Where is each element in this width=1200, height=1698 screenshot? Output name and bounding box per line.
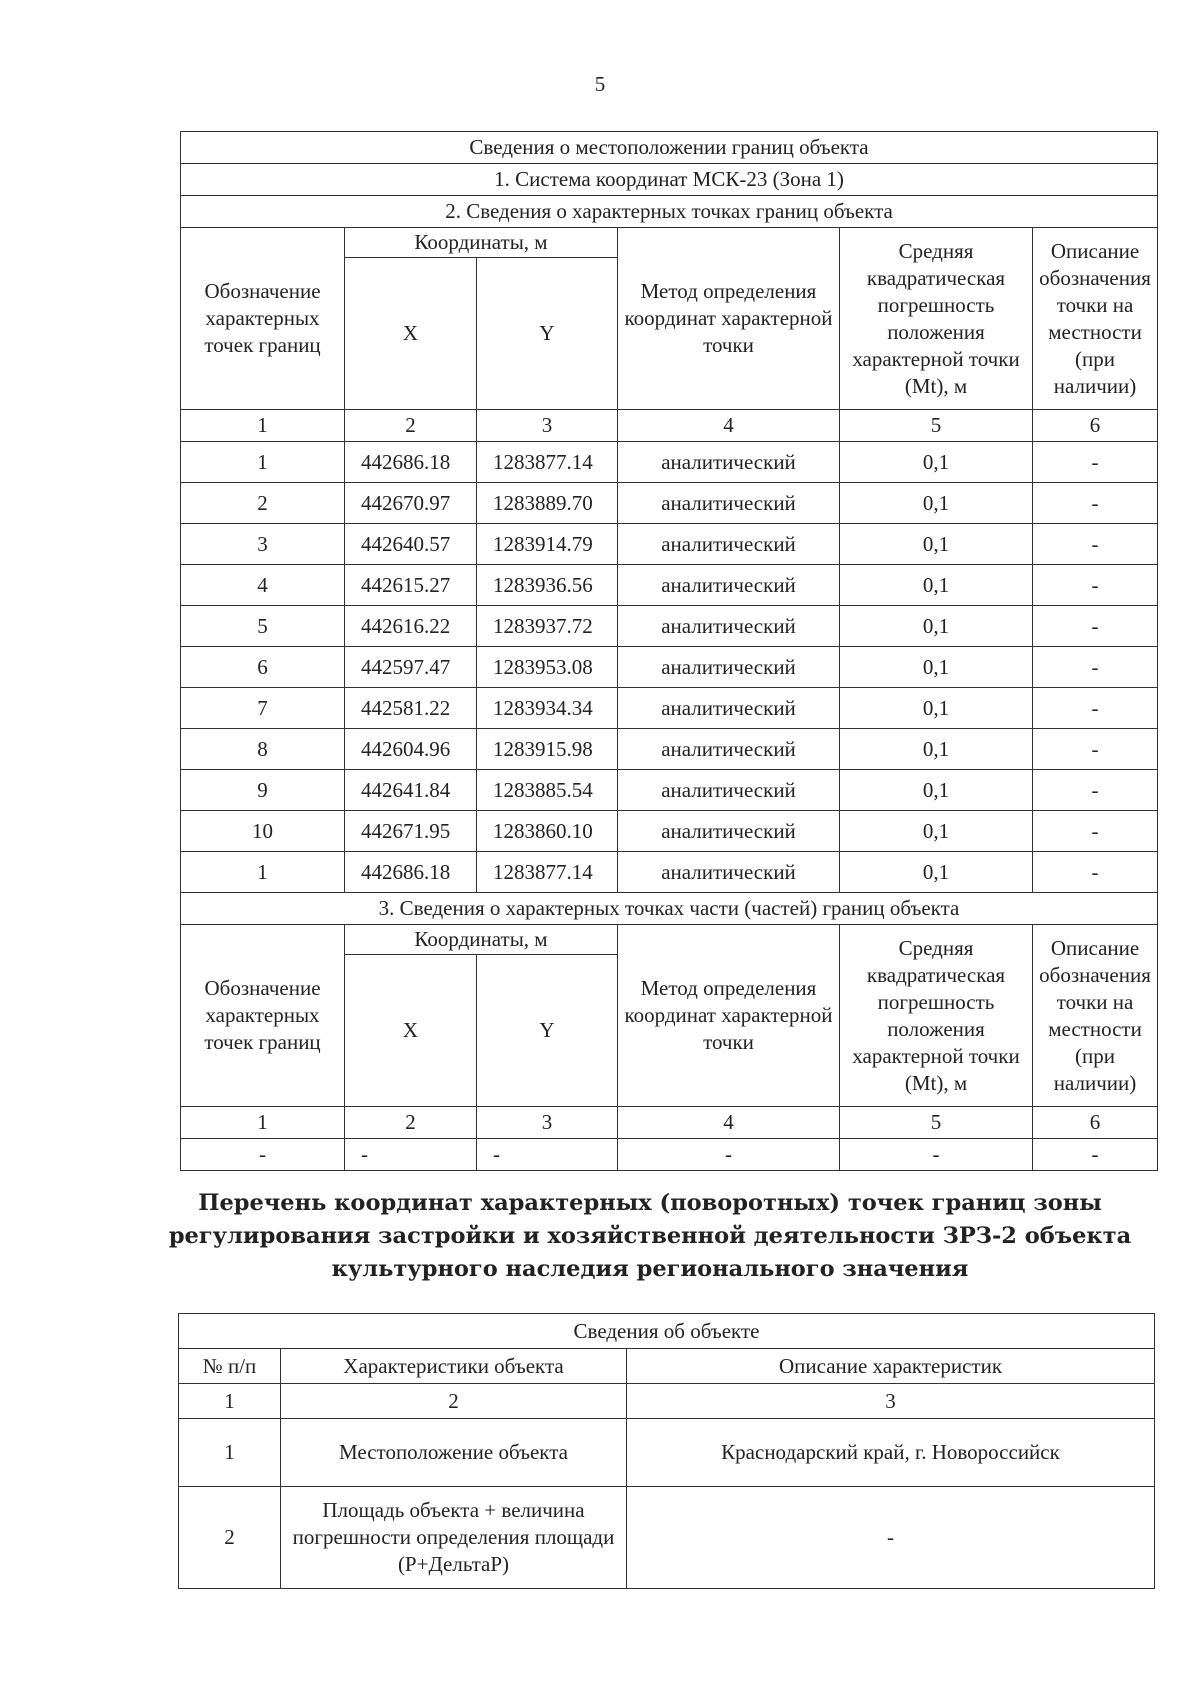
point-method: аналитический [618, 524, 840, 565]
point-id: 1 [181, 442, 345, 483]
header-coordinates: Координаты, м [345, 228, 618, 258]
point-x: 442581.22 [345, 688, 477, 729]
column-number: 6 [1033, 410, 1158, 442]
point-mt: 0,1 [840, 729, 1033, 770]
point-mt: 0,1 [840, 852, 1033, 893]
point-method: аналитический [618, 565, 840, 606]
point-mt: 0,1 [840, 442, 1033, 483]
point-y: 1283937.72 [477, 606, 618, 647]
point-method: аналитический [618, 647, 840, 688]
table-row [181, 647, 1158, 688]
point-id: 6 [181, 647, 345, 688]
column-numbers-row [181, 410, 1158, 442]
point-x: 442686.18 [345, 852, 477, 893]
point-id: 7 [181, 688, 345, 729]
row-characteristic: Местоположение объекта [281, 1419, 627, 1487]
number-header: № п/п [179, 1349, 281, 1384]
point-x: 442615.27 [345, 565, 477, 606]
header-row [181, 925, 1158, 955]
table-row [181, 770, 1158, 811]
point-method: аналитический [618, 770, 840, 811]
point-description: - [1033, 770, 1158, 811]
column-number: 1 [181, 1107, 345, 1139]
point-y: 1283934.34 [477, 688, 618, 729]
row-number: 1 [179, 1419, 281, 1487]
row-description: Краснодарский край, г. Новороссийск [627, 1419, 1155, 1487]
row-number: 2 [179, 1487, 281, 1589]
point-mt: 0,1 [840, 811, 1033, 852]
point-id: 1 [181, 852, 345, 893]
point-x: 442604.96 [345, 729, 477, 770]
point-description: - [1033, 647, 1158, 688]
column-number: 2 [345, 410, 477, 442]
section-2-title: 2. Сведения о характерных точках границ объекта [181, 196, 1158, 228]
location-table [180, 131, 1158, 1171]
table-title: Сведения о местоположении границ объекта [181, 132, 1158, 164]
page-number: 5 [594, 72, 606, 96]
point-id: 10 [181, 811, 345, 852]
column-number: 5 [840, 410, 1033, 442]
point-method: аналитический [618, 811, 840, 852]
header-coordinates: Координаты, м [345, 925, 618, 955]
point-description: - [1033, 524, 1158, 565]
point-method: - [618, 1139, 840, 1171]
point-mt: 0,1 [840, 770, 1033, 811]
column-numbers-row [179, 1384, 1155, 1419]
point-y: 1283953.08 [477, 647, 618, 688]
table-row [181, 565, 1158, 606]
row-characteristic: Площадь объекта + величина погрешности определения площади (Р+ДельтаР) [281, 1487, 627, 1589]
column-number: 2 [345, 1107, 477, 1139]
point-id: 3 [181, 524, 345, 565]
header-x: X [345, 258, 477, 410]
point-description: - [1033, 852, 1158, 893]
table-row [181, 442, 1158, 483]
header-accuracy: Средняя квадратическая погрешность положения характерной точки (Mt), м [840, 228, 1033, 410]
point-x: 442686.18 [345, 442, 477, 483]
table-row [181, 1139, 1158, 1171]
point-x: - [345, 1139, 477, 1171]
table-row [181, 852, 1158, 893]
point-description: - [1033, 483, 1158, 524]
point-description: - [1033, 442, 1158, 483]
column-number: 4 [618, 1107, 840, 1139]
point-y: 1283915.98 [477, 729, 618, 770]
object-table [178, 1313, 1155, 1589]
point-y: 1283877.14 [477, 442, 618, 483]
point-description: - [1033, 606, 1158, 647]
row-description: - [627, 1487, 1155, 1589]
column-number: 5 [840, 1107, 1033, 1139]
header-row [181, 228, 1158, 258]
point-mt: - [840, 1139, 1033, 1171]
point-x: 442671.95 [345, 811, 477, 852]
point-x: 442597.47 [345, 647, 477, 688]
header-designation: Обозначение характерных точек границ [181, 228, 345, 410]
point-y: 1283936.56 [477, 565, 618, 606]
point-description: - [1033, 688, 1158, 729]
point-method: аналитический [618, 483, 840, 524]
point-description: - [1033, 811, 1158, 852]
point-mt: 0,1 [840, 647, 1033, 688]
point-description: - [1033, 729, 1158, 770]
table-row [181, 483, 1158, 524]
point-mt: 0,1 [840, 524, 1033, 565]
point-y: 1283877.14 [477, 852, 618, 893]
table-row [181, 524, 1158, 565]
point-y: 1283885.54 [477, 770, 618, 811]
table-row [181, 729, 1158, 770]
column-numbers-row [181, 1107, 1158, 1139]
point-id: - [181, 1139, 345, 1171]
description-header: Описание характеристик [627, 1349, 1155, 1384]
column-number: 2 [281, 1384, 627, 1419]
column-number: 3 [627, 1384, 1155, 1419]
point-mt: 0,1 [840, 688, 1033, 729]
point-mt: 0,1 [840, 483, 1033, 524]
column-number: 3 [477, 1107, 618, 1139]
table-row [179, 1487, 1155, 1589]
point-description: - [1033, 1139, 1158, 1171]
header-description: Описание обозначения точки на местности (при наличии) [1033, 228, 1158, 410]
point-method: аналитический [618, 442, 840, 483]
point-method: аналитический [618, 688, 840, 729]
zone-heading: Перечень координат характерных (поворотных) точек границ зоны регулирования застройки и хозяйственной деятельности ЗРЗ-2 объекта культурного наследия регионального значения [168, 1190, 1132, 1282]
point-mt: 0,1 [840, 565, 1033, 606]
column-number: 4 [618, 410, 840, 442]
point-y: 1283860.10 [477, 811, 618, 852]
characteristic-header: Характеристики объекта [281, 1349, 627, 1384]
point-y: 1283889.70 [477, 483, 618, 524]
header-designation: Обозначение характерных точек границ [181, 925, 345, 1107]
point-mt: 0,1 [840, 606, 1033, 647]
header-x: X [345, 955, 477, 1107]
column-number: 3 [477, 410, 618, 442]
header-method: Метод определения координат характерной точки [618, 228, 840, 410]
column-number: 6 [1033, 1107, 1158, 1139]
table-row [179, 1419, 1155, 1487]
header-y: Y [477, 258, 618, 410]
table-row [181, 606, 1158, 647]
point-x: 442616.22 [345, 606, 477, 647]
header-row [179, 1349, 1155, 1384]
point-id: 5 [181, 606, 345, 647]
point-id: 9 [181, 770, 345, 811]
table-row [181, 688, 1158, 729]
column-number: 1 [179, 1384, 281, 1419]
point-x: 442640.57 [345, 524, 477, 565]
table-row [181, 811, 1158, 852]
point-method: аналитический [618, 852, 840, 893]
point-id: 4 [181, 565, 345, 606]
point-method: аналитический [618, 606, 840, 647]
point-x: 442641.84 [345, 770, 477, 811]
point-id: 2 [181, 483, 345, 524]
section-3-title: 3. Сведения о характерных точках части (частей) границ объекта [181, 893, 1158, 925]
header-method: Метод определения координат характерной точки [618, 925, 840, 1107]
point-y: - [477, 1139, 618, 1171]
object-table-title: Сведения об объекте [179, 1314, 1155, 1349]
header-accuracy: Средняя квадратическая погрешность положения характерной точки (Mt), м [840, 925, 1033, 1107]
header-description: Описание обозначения точки на местности (при наличии) [1033, 925, 1158, 1107]
header-y: Y [477, 955, 618, 1107]
point-id: 8 [181, 729, 345, 770]
column-number: 1 [181, 410, 345, 442]
point-y: 1283914.79 [477, 524, 618, 565]
point-x: 442670.97 [345, 483, 477, 524]
point-description: - [1033, 565, 1158, 606]
point-method: аналитический [618, 729, 840, 770]
coord-system: 1. Система координат МСК-23 (Зона 1) [181, 164, 1158, 196]
